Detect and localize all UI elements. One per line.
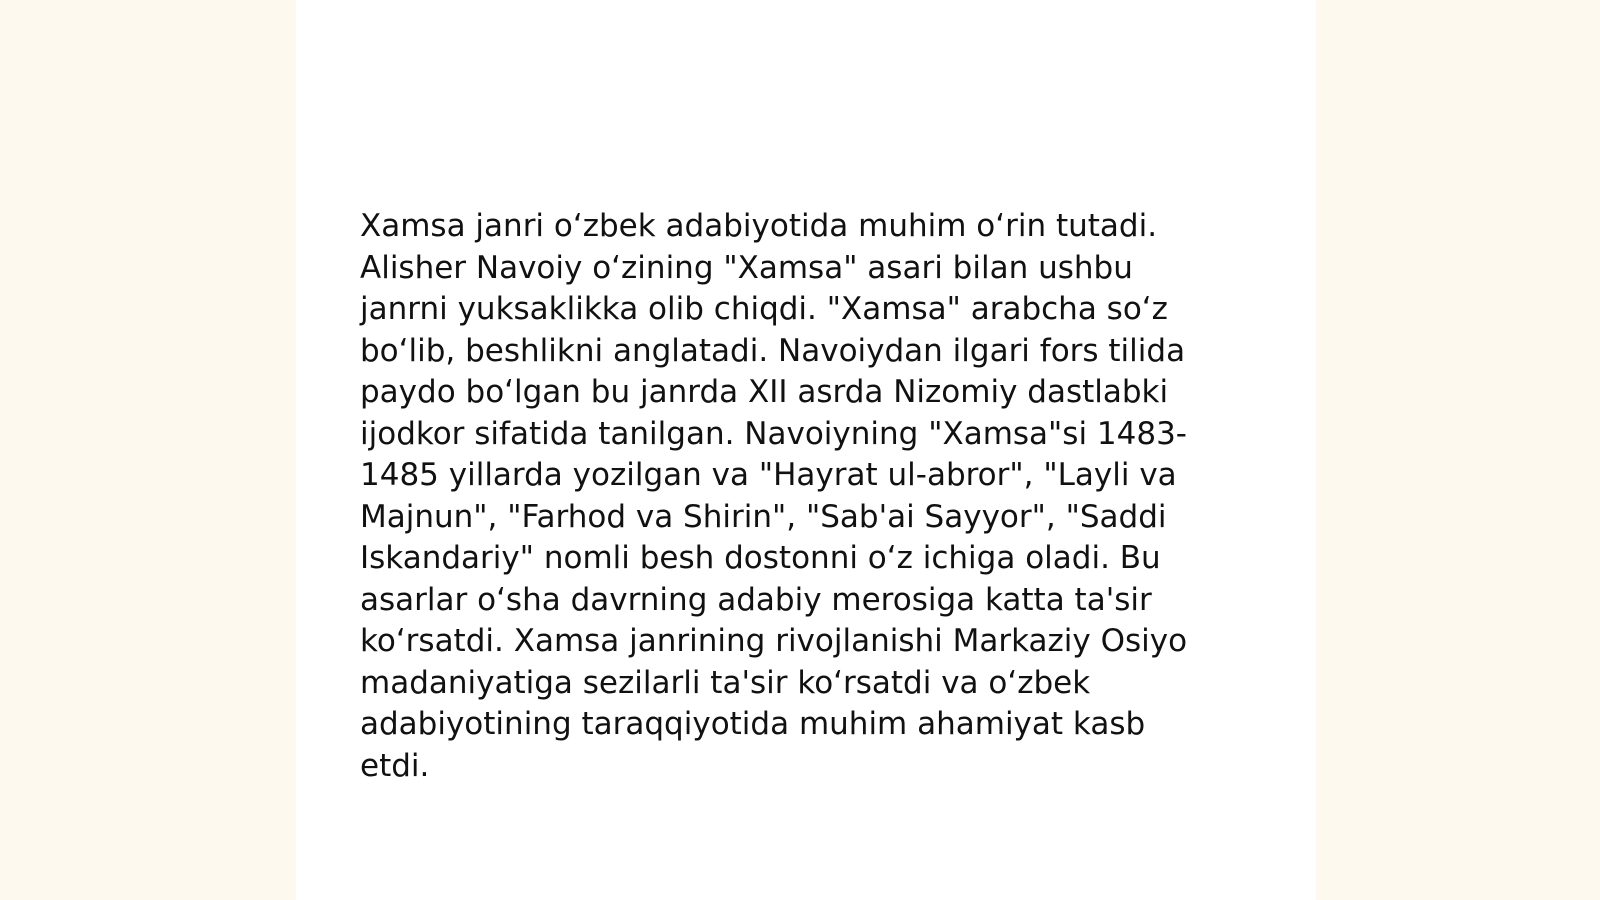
- document-page: [296, 0, 1316, 900]
- body-paragraph: Xamsa janri o‘zbek adabiyotida muhim o‘rin tutadi. Alisher Navoiy o‘zining "Xamsa" asari bilan ushbu janrni yuksaklikka olib chiqdi. "Xamsa" arabcha so‘z bo‘lib, beshlikni anglatadi. Navoiydan ilgari fors tilida paydo bo‘lgan bu janrda XII asrda Nizomiy dastlabki ijodkor sifatida tanilgan. Navoiyning "Xamsa"si 1483- 1485 yillarda yozilgan va "Hayrat ul-abror", "Layli va Majnun", "Farhod va Shirin", "Sab'ai Sayyor", "Saddi Iskandariy" nomli besh dostonni o‘z ichiga oladi. Bu asarlar o‘sha davrning adabiy merosiga katta ta'sir ko‘rsatdi. Xamsa janrining rivojlanishi Markaziy Osiyo madaniyatiga sezilarli ta'sir ko‘rsatdi va o‘zbek adabiyotining taraqqiyotida muhim ahamiyat kasb etdi.: [360, 208, 1188, 784]
